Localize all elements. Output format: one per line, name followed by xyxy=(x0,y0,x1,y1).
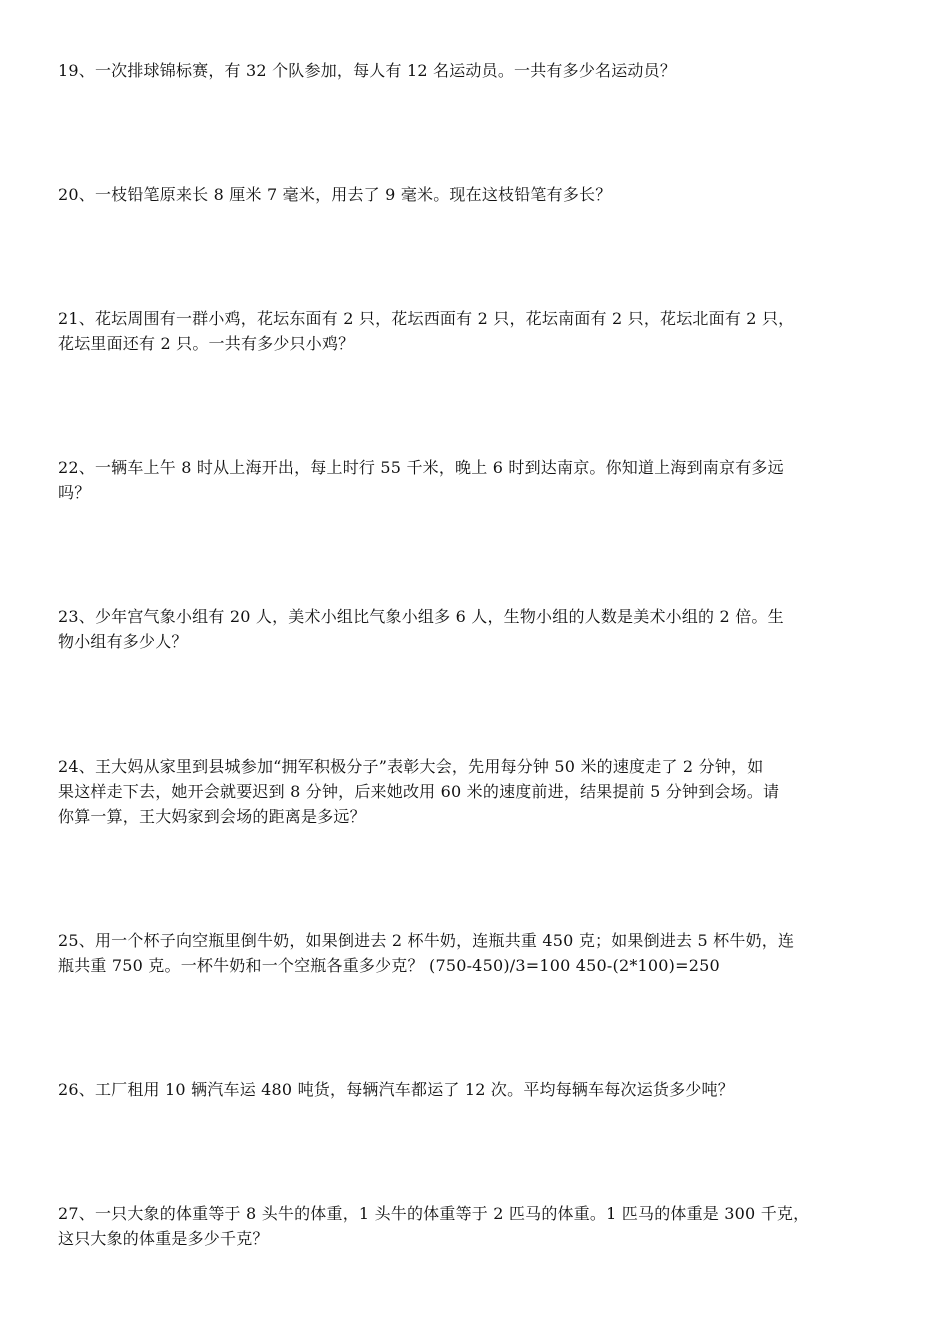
problem-23 xyxy=(58,604,894,654)
problem-line: 花坛里面还有 2 只。一共有多少只小鸡？ xyxy=(58,334,355,353)
problem-line: 物小组有多少人？ xyxy=(58,632,188,651)
problem-19 xyxy=(58,58,894,83)
problem-22 xyxy=(58,455,894,505)
problem-line: 22、一辆车上午 8 时从上海开出，每上时行 55 千米，晚上 6 时到达南京。你知道上海到南京有多远 xyxy=(58,458,784,477)
problem-line: 这只大象的体重是多少千克？ xyxy=(58,1229,269,1248)
problem-line: 20、一枝铅笔原来长 8 厘米 7 毫米，用去了 9 毫米。现在这枝铅笔有多长？ xyxy=(58,185,612,204)
problem-line: 你算一算，王大妈家到会场的距离是多远？ xyxy=(58,807,366,826)
problem-25 xyxy=(58,928,894,978)
problem-26 xyxy=(58,1077,894,1102)
problem-line: 瓶共重 750 克。一杯牛奶和一个空瓶各重多少克？ (750-450)/3=100 450-(2*100)=250 xyxy=(58,956,720,975)
problem-line: 23、少年宫气象小组有 20 人，美术小组比气象小组多 6 人，生物小组的人数是美术小组的 2 倍。生 xyxy=(58,607,784,626)
problem-27 xyxy=(58,1201,894,1251)
problem-24 xyxy=(58,754,894,829)
problem-line: 24、王大妈从家里到县城参加“拥军积极分子”表彰大会，先用每分钟 50 米的速度走了 2 分钟，如 xyxy=(58,757,764,776)
problem-line: 19、一次排球锦标赛，有 32 个队参加，每人有 12 名运动员。一共有多少名运动员？ xyxy=(58,61,677,80)
problem-20 xyxy=(58,182,894,207)
problem-line: 26、工厂租用 10 辆汽车运 480 吨货，每辆汽车都运了 12 次。平均每辆车每次运货多少吨？ xyxy=(58,1080,734,1099)
problem-line: 25、用一个杯子向空瓶里倒牛奶，如果倒进去 2 杯牛奶，连瓶共重 450 克；如果倒进去 5 杯牛奶，连 xyxy=(58,931,795,950)
problem-line: 21、花坛周围有一群小鸡，花坛东面有 2 只，花坛西面有 2 只，花坛南面有 2 只，花坛北面有 2 只， xyxy=(58,309,795,328)
problem-line: 27、一只大象的体重等于 8 头牛的体重，1 头牛的体重等于 2 匹马的体重。1 匹马的体重是 300 千克， xyxy=(58,1204,810,1223)
problem-line: 吗？ xyxy=(58,483,91,502)
problem-line: 果这样走下去，她开会就要迟到 8 分钟，后来她改用 60 米的速度前进，结果提前 5 分钟到会场。请 xyxy=(58,782,780,801)
problem-21 xyxy=(58,306,894,356)
